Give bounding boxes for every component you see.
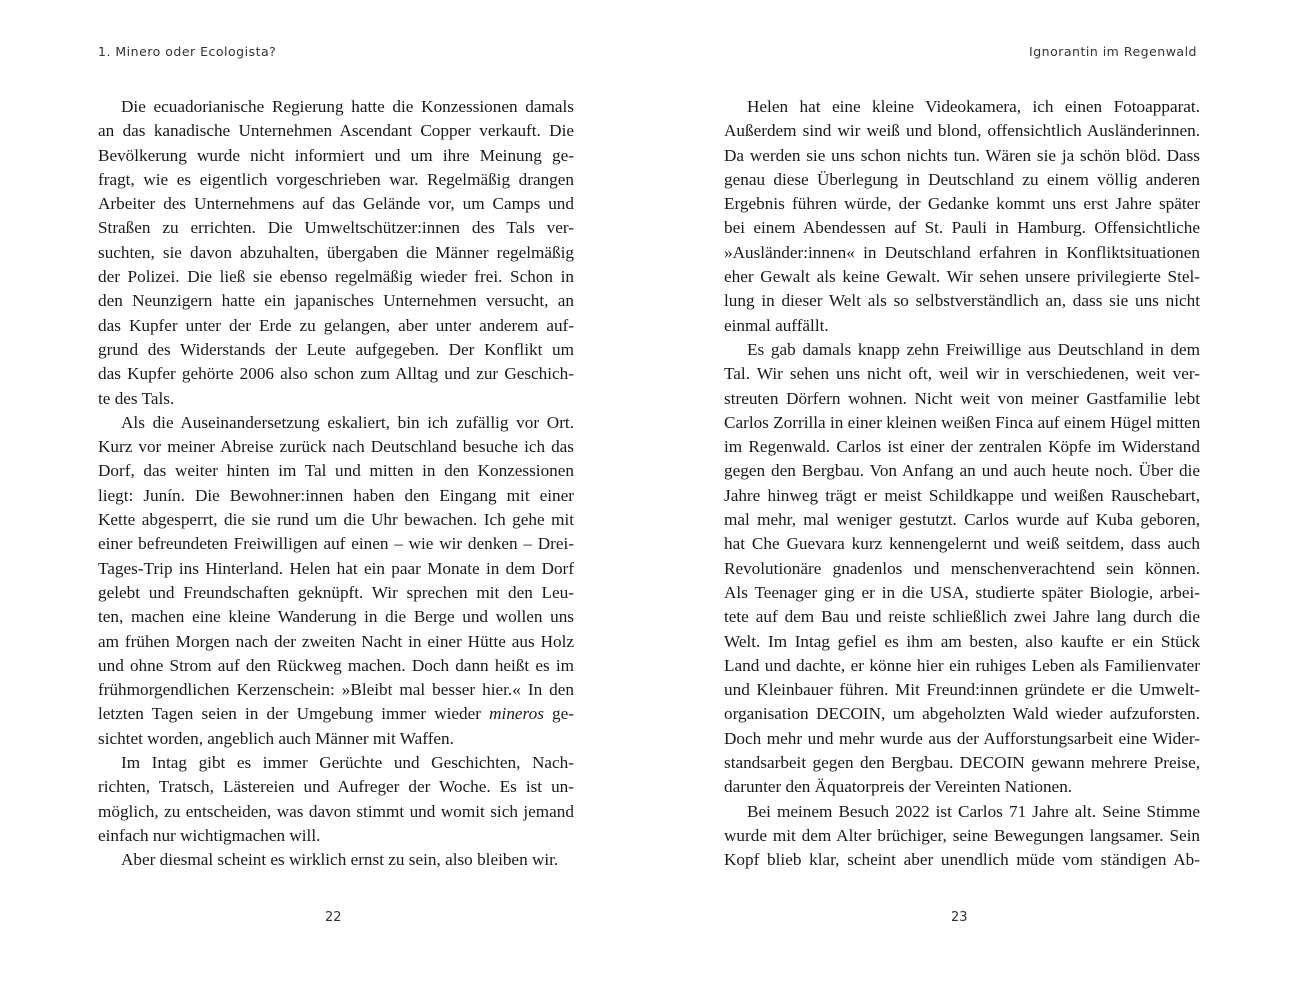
text-line: streuten Dörfern wohnen. Nicht weit von meiner Gastfamilie lebt: [724, 388, 1200, 408]
text-line: grund des Widerstands der Leute aufgegeben. Der Konflikt um: [98, 339, 574, 359]
text-line: Jahre hinweg trägt er meist Schildkappe und weißen Rauschebart,: [724, 485, 1200, 505]
text-line: Carlos Zorrilla in einer kleinen weißen Finca auf einem Hügel mitten: [724, 412, 1201, 432]
text-line: richten, Tratsch, Lästereien und Aufreger der Woche. Es ist un-: [98, 777, 574, 797]
left-page-number: 22: [325, 910, 342, 925]
left-page: [0, 0, 647, 1000]
text-line: Land und dachte, er könne hier ein ruhiges Leben als Familienvater: [724, 655, 1200, 675]
text-line: den Neunzigern hatte ein japanisches Unternehmen versucht, an: [98, 291, 574, 311]
paragraph: [724, 338, 1200, 800]
paragraph: [724, 95, 1200, 338]
text-line: te des Tals.: [98, 388, 175, 408]
text-line: an das kanadische Unternehmen Ascendant Copper verkauft. Die: [98, 121, 574, 141]
paragraph: [98, 848, 574, 872]
right-text-block: [724, 95, 1200, 873]
text-line: Im Intag gibt es immer Gerüchte und Geschichten, Nach-: [121, 753, 574, 773]
text-line: wurde mit dem Alter brüchiger, seine Bewegungen langsamer. Sein: [724, 825, 1200, 845]
text-line: im Regenwald. Carlos ist einer der zentralen Köpfe im Widerstand: [724, 437, 1200, 457]
right-page-number: 23: [951, 910, 968, 925]
text-line: Welt. Im Intag gefiel es ihm am besten, also kaufte er ein Stück: [724, 631, 1200, 651]
text-line: das Kupfer unter der Erde zu gelangen, aber unter anderem auf-: [98, 315, 574, 335]
text-line: Kette abgesperrt, die sie rund um die Uhr bewachen. Ich gehe mit: [98, 510, 574, 530]
text-line: [98, 702, 574, 726]
text-line: liegt: Junín. Die Bewohner:innen haben den Eingang mit einer: [98, 485, 574, 505]
left-running-head: 1. Minero oder Ecologista?: [98, 44, 277, 59]
text-line: standsarbeit gegen den Bergbau. DECOIN gewann mehrere Preise,: [724, 753, 1200, 773]
paragraph: [98, 411, 574, 751]
text-line: Aber diesmal scheint es wirklich ernst zu sein, also bleiben wir.: [121, 850, 559, 870]
paragraph: [98, 751, 574, 848]
text-line: darunter den Äquatorpreis der Vereinten Nationen.: [724, 777, 1073, 797]
text-line: Ergebnis führen würde, der Gedanke kommt uns erst Jahre später: [724, 194, 1200, 214]
text-line: Bevölkerung wurde nicht informiert und um ihre Meinung ge-: [98, 145, 574, 165]
text-line: fragt, wie es eigentlich vorgeschrieben war. Regelmäßig drangen: [98, 169, 574, 189]
text-line: genau diese Überlegung in Deutschland zu einem völlig anderen: [724, 169, 1200, 189]
text-line: und Kleinbauer führen. Mit Freund:innen gründete er die Umwelt-: [724, 680, 1200, 700]
left-text-block: [98, 95, 574, 873]
text-line: Dorf, das weiter hinten im Tal und mitten in den Konzessionen: [98, 461, 574, 481]
text-line: bei einem Abendessen auf St. Pauli in Hamburg. Offensichtliche: [724, 218, 1200, 238]
right-running-head: Ignorantin im Regenwald: [1029, 44, 1197, 59]
text-line: Kurz vor meiner Abreise zurück nach Deutschland besuche ich das: [98, 437, 574, 457]
text-line: Doch mehr und mehr wurde aus der Aufforstungsarbeit eine Wider-: [724, 728, 1200, 748]
text-line: Es gab damals knapp zehn Freiwillige aus Deutschland in dem: [747, 339, 1200, 359]
paragraph: [724, 800, 1200, 873]
text-line: gelebt und Freundschaften geknüpft. Wir sprechen mit den Leu-: [98, 582, 574, 602]
text-line: möglich, zu entscheiden, was davon stimmt und womit sich jemand: [98, 801, 574, 821]
text-line: einfach nur wichtigmachen will.: [98, 825, 321, 845]
text-line: gegen den Bergbau. Von Anfang an und auch heute noch. Über die: [724, 461, 1200, 481]
text-line: Bei meinem Besuch 2022 ist Carlos 71 Jahre alt. Seine Stimme: [747, 801, 1200, 821]
text-segment: ge-: [543, 704, 574, 724]
text-line: Arbeiter des Unternehmens auf das Gelände vor, um Camps und: [98, 194, 574, 214]
text-line: Außerdem sind wir weiß und blond, offensichtlich Ausländerinnen.: [724, 121, 1200, 141]
text-line: Revolutionäre gnadenlos und menschenverachtend sein können.: [724, 558, 1200, 578]
text-line: organisation DECOIN, um abgeholzten Wald wieder aufzuforsten.: [724, 704, 1200, 724]
text-line: mal mehr, mal weniger gestutzt. Carlos wurde auf Kuba geboren,: [724, 510, 1200, 530]
text-line: sichtet worden, angeblich auch Männer mit Waffen.: [98, 728, 454, 748]
italic-term: mineros: [489, 704, 544, 724]
text-line: »Ausländer:innen« in Deutschland erfahren in Konfliktsituationen: [724, 242, 1200, 262]
text-line: und ohne Strom auf den Rückweg machen. Doch dann heißt es im: [98, 655, 574, 675]
right-page: [647, 0, 1295, 1000]
text-line: tete auf dem Bau und reiste schließlich zwei Jahre lang durch die: [724, 607, 1200, 627]
text-line: Als die Auseinandersetzung eskaliert, bin ich zufällig vor Ort.: [121, 412, 574, 432]
text-line: hat Che Guevara kurz kennengelernt und weiß seitdem, dass auch: [724, 534, 1200, 554]
text-line: Tages-Trip ins Hinterland. Helen hat ein paar Monate in dem Dorf: [98, 558, 574, 578]
text-line: frühmorgendlichen Kerzenschein: »Bleibt mal besser hier.« In den: [98, 680, 574, 700]
text-line: Kopf blieb klar, scheint aber unendlich müde vom ständigen Ab-: [724, 850, 1200, 870]
text-line: Helen hat eine kleine Videokamera, ich einen Fotoapparat.: [747, 97, 1200, 116]
text-line: eher Gewalt als keine Gewalt. Wir sehen unsere privilegierte Stel-: [724, 267, 1200, 287]
text-line: ten, machen eine kleine Wanderung in die Berge und wollen uns: [98, 607, 574, 627]
text-line: lung in dieser Welt als so selbstverständlich an, dass sie uns nicht: [724, 291, 1200, 311]
text-line: einmal auffällt.: [724, 315, 829, 335]
text-line: das Kupfer gehörte 2006 also schon zum Alltag und zur Geschich-: [98, 364, 574, 384]
text-segment: letzten Tagen seien in der Umgebung immer wieder: [98, 704, 490, 724]
text-line: Die ecuadorianische Regierung hatte die Konzessionen damals: [121, 97, 574, 116]
text-line: Straßen zu errichten. Die Umweltschützer:innen des Tals ver-: [98, 218, 574, 238]
text-line: Da werden sie uns schon nichts tun. Wären sie ja schön blöd. Dass: [724, 145, 1200, 165]
text-line: am frühen Morgen nach der zweiten Nacht in einer Hütte aus Holz: [98, 631, 574, 651]
text-line: der Polizei. Die ließ sie ebenso regelmäßig wieder frei. Schon in: [98, 267, 574, 287]
text-line: Tal. Wir sehen uns nicht oft, weil wir in verschiedenen, weit ver-: [724, 364, 1200, 384]
text-line: einer befreundeten Freiwilligen auf einen – wie wir denken – Drei-: [98, 534, 574, 554]
text-line: suchten, sie davon abzuhalten, übergaben die Männer regelmäßig: [98, 242, 574, 262]
text-line: Als Teenager ging er in die USA, studierte später Biologie, arbei-: [724, 582, 1200, 602]
paragraph: [98, 95, 574, 411]
